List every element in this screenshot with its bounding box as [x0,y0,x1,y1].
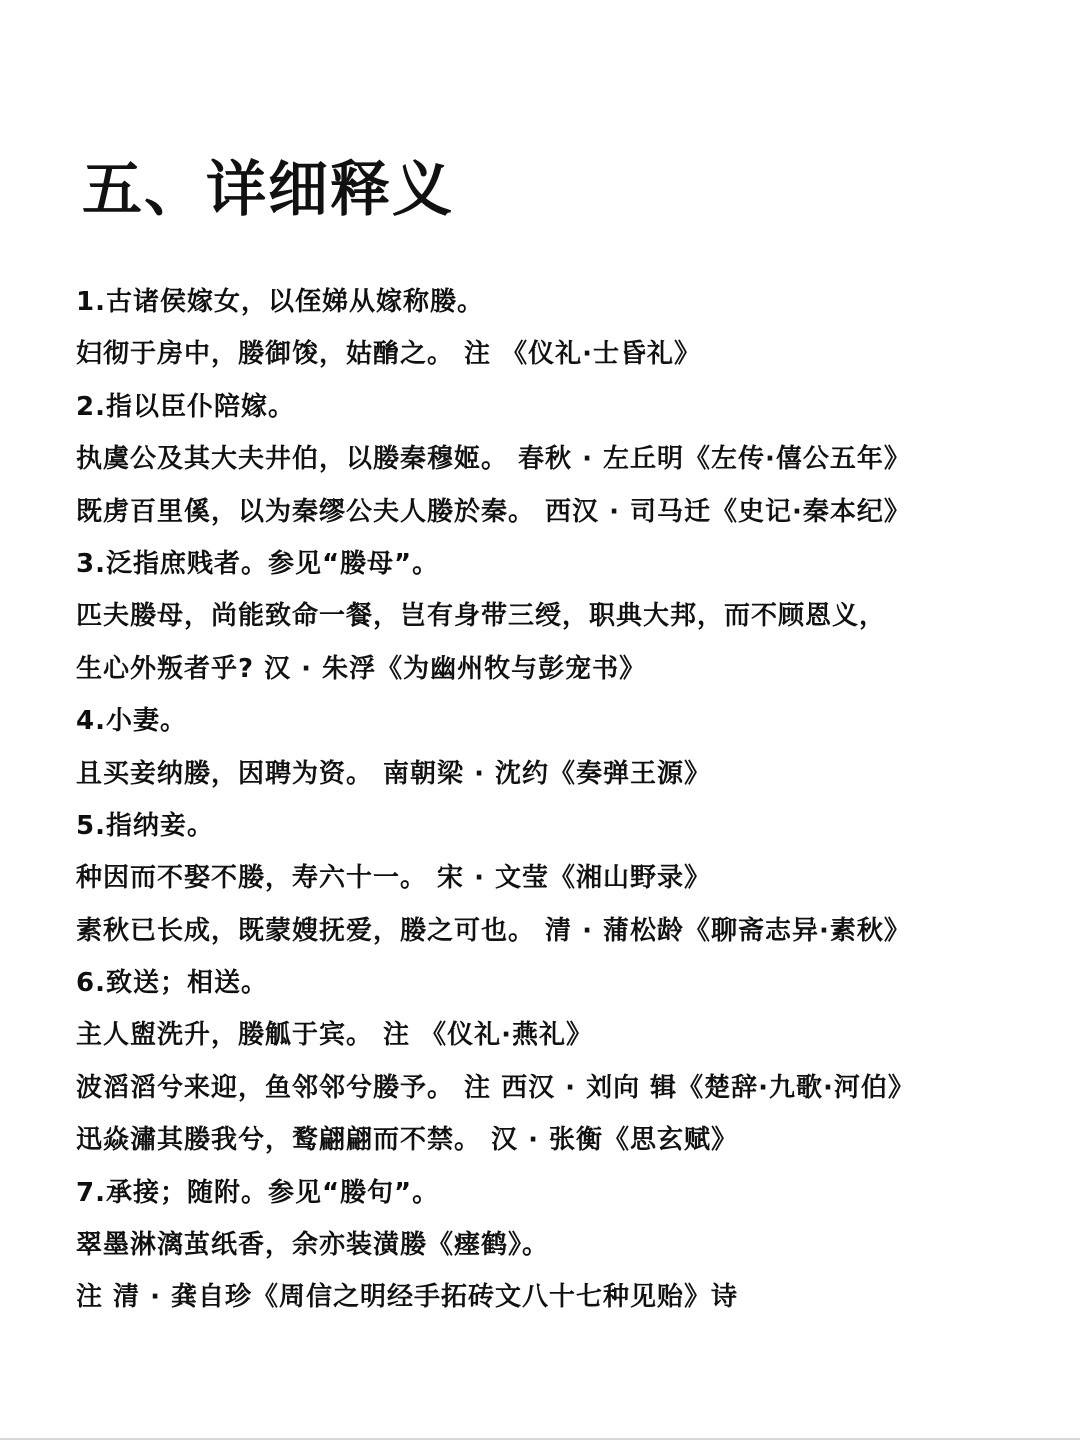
definition-example: 翠墨淋漓茧纸香，余亦装潢媵《瘗鹤》。 [76,1230,550,1261]
definition-heading-4: 4.小妻。 [76,706,187,737]
page-title: 五、详细释义 [82,155,454,225]
definition-heading-7: 7.承接；随附。参见“媵句”。 [76,1177,440,1208]
definition-example: 素秋已长成，既蒙嫂抚爱，媵之可也。 清 · 蒲松龄《聊斋志异·素秋》 [76,915,911,946]
definition-example: 注 清 · 龚自珍《周信之明经手拓砖文八十七种见贻》诗 [76,1282,739,1313]
definition-heading-3: 3.泛指庶贱者。参见“媵母”。 [76,548,440,579]
definition-example: 种因而不娶不媵，寿六十一。 宋 · 文莹《湘山野录》 [76,863,712,894]
definition-list [76,282,1066,1330]
definition-example: 且买妾纳媵，因聘为资。 南朝梁 · 沈约《奏弹王源》 [76,758,712,789]
definition-example: 波滔滔兮来迎，鱼邻邻兮媵予。 注 西汉 · 刘向 辑《楚辞·九歌·河伯》 [76,1072,915,1103]
definition-example: 执虞公及其大夫井伯，以媵秦穆姬。 春秋 · 左丘明《左传·僖公五年》 [76,444,911,475]
definition-example: 生心外叛者乎? 汉 · 朱浮《为幽州牧与彭宠书》 [76,653,647,684]
definition-heading-6: 6.致送；相送。 [76,968,268,999]
definition-heading-5: 5.指纳妾。 [76,810,214,841]
definition-example: 既虏百里傒，以为秦缪公夫人媵於秦。 西汉 · 司马迁《史记·秦本纪》 [76,496,911,527]
definition-example: 匹夫媵母，尚能致命一餐，岂有身带三绶，职典大邦，而不顾恩义， [76,601,887,632]
definition-heading-1: 1.古诸侯嫁女，以侄娣从嫁称媵。 [76,287,484,317]
definition-example: 迅焱潚其媵我兮，鹜翩翩而不禁。 汉 · 张衡《思玄赋》 [76,1125,739,1156]
definition-heading-2: 2.指以臣仆陪嫁。 [76,391,295,422]
definition-example: 主人盥洗升，媵觚于宾。 注 《仪礼·燕礼》 [76,1020,593,1051]
definition-example: 妇彻于房中，媵御馂，姑酳之。 注 《仪礼·士昏礼》 [76,339,701,370]
